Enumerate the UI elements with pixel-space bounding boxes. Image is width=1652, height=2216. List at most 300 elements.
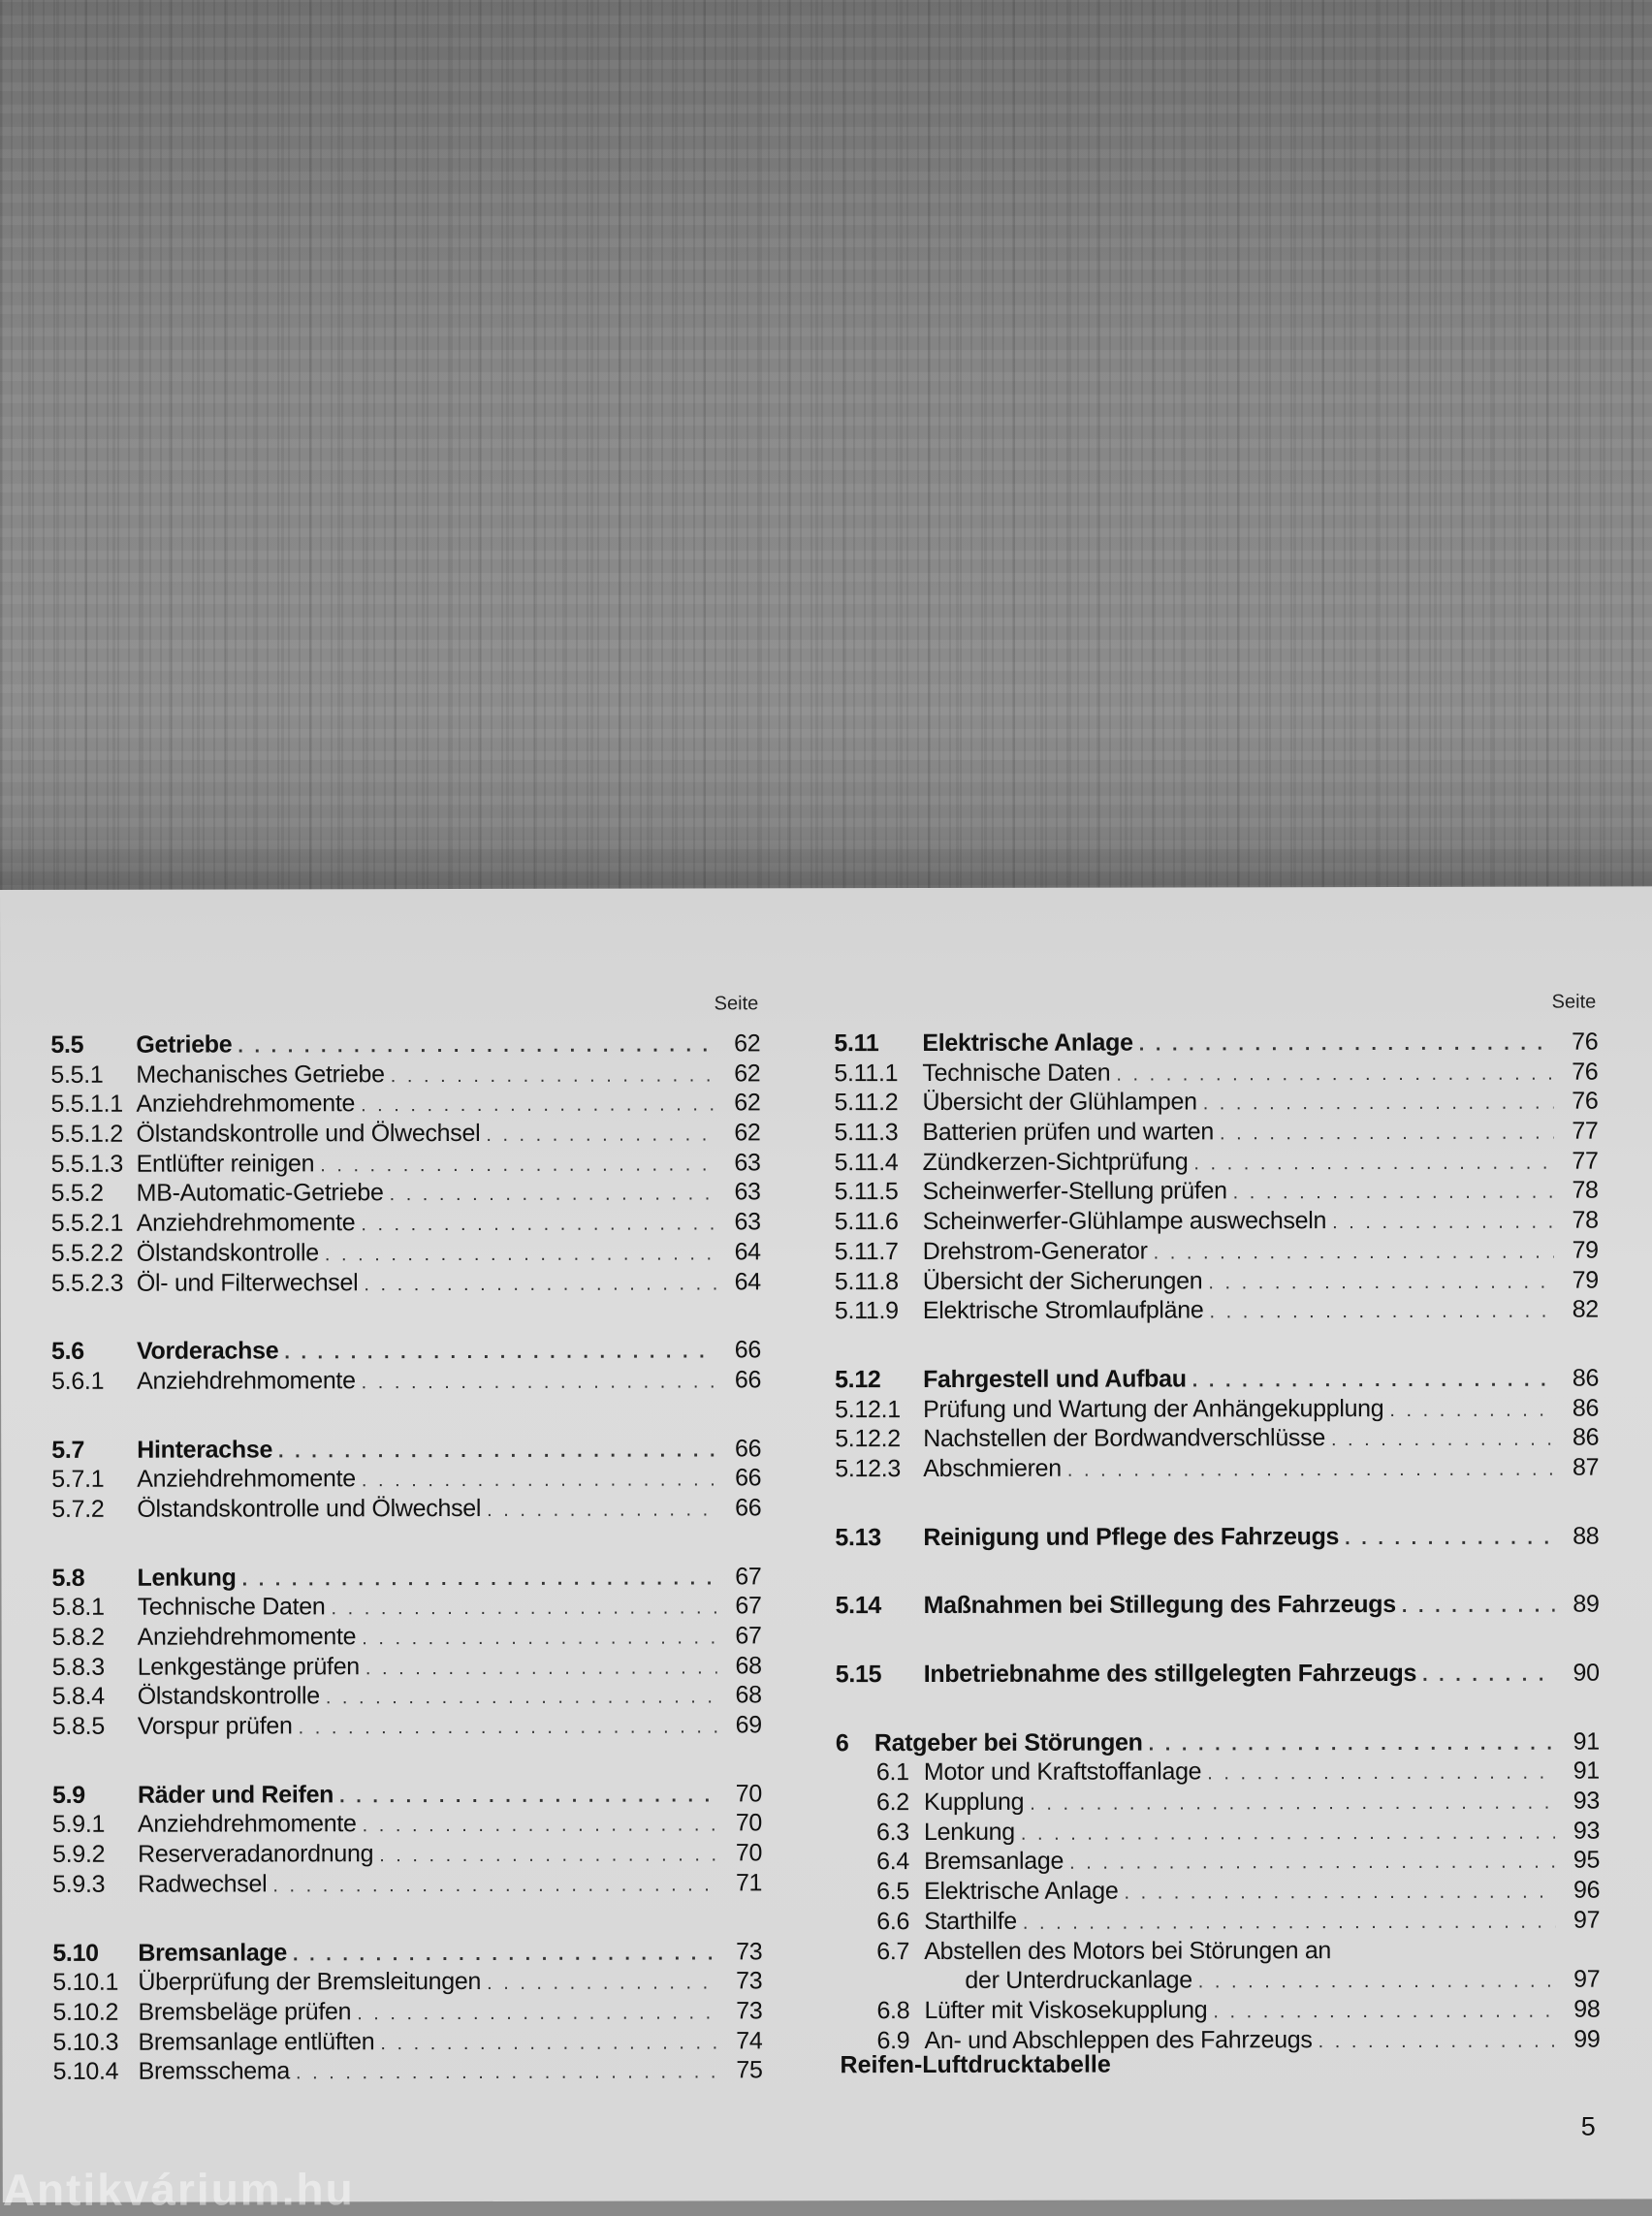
dot-leader xyxy=(299,1713,717,1744)
toc-page xyxy=(0,886,1652,2215)
toc-entry-label: Übersicht der Sicherungen xyxy=(922,1266,1203,1295)
toc-entry-page: 95 xyxy=(1573,1846,1601,1875)
toc-entry-continuation xyxy=(836,1965,1600,1996)
toc-entry-number: 5.10.4 xyxy=(52,2057,119,2086)
dot-leader xyxy=(379,1841,717,1871)
dot-leader xyxy=(278,1436,716,1467)
toc-entry xyxy=(52,1967,762,1998)
toc-entry-number: 5.14 xyxy=(835,1592,882,1620)
toc-entry-label: Technische Daten xyxy=(922,1059,1111,1087)
dot-leader xyxy=(1139,1029,1554,1061)
toc-entry-page: 62 xyxy=(734,1119,761,1147)
toc-entry-number: 5.10.3 xyxy=(52,2028,119,2056)
dot-leader xyxy=(1402,1592,1555,1622)
toc-entry-label: Bremsbeläge prüfen xyxy=(138,1998,352,2026)
toc-entry-page: 98 xyxy=(1573,1995,1601,2023)
toc-entry-page: 87 xyxy=(1573,1453,1600,1481)
toc-entry-number: 6.9 xyxy=(876,2026,910,2054)
toc-entry-page: 74 xyxy=(736,2026,763,2054)
toc-entry xyxy=(51,1178,761,1209)
toc-entry-label: Zündkerzen-Sichtprüfung xyxy=(922,1148,1189,1176)
toc-entry xyxy=(52,1592,762,1623)
section-gap xyxy=(51,1297,761,1338)
seite-label-left: Seite xyxy=(714,993,759,1015)
toc-entry-label: Überprüfung der Bremsleitungen xyxy=(138,1968,482,1996)
toc-entry-number: 5.12.1 xyxy=(835,1395,901,1423)
dot-leader xyxy=(1124,1878,1555,1909)
toc-entry-number: 5.12.3 xyxy=(835,1454,902,1483)
toc-entry-page: 62 xyxy=(734,1060,761,1088)
page-number: 5 xyxy=(1580,2111,1596,2141)
toc-entry-label: Anziehdrehmomente xyxy=(137,1367,356,1395)
toc-entry-label: Batterien prüfen und warten xyxy=(922,1118,1214,1147)
toc-section-heading xyxy=(836,1590,1600,1621)
toc-entry-page: 66 xyxy=(734,1366,762,1394)
toc-entry-page: 78 xyxy=(1572,1176,1599,1205)
toc-entry-number: 6.7 xyxy=(876,1937,910,1965)
toc-entry-label: Elektrische Anlage xyxy=(922,1029,1133,1058)
toc-entry-label: der Unterdruckanlage xyxy=(965,1966,1192,1995)
toc-entry-label: Anziehdrehmomente xyxy=(137,1810,357,1839)
dot-leader xyxy=(390,1180,716,1210)
dot-leader xyxy=(364,1269,716,1299)
toc-section-heading xyxy=(834,1028,1598,1059)
toc-entry-label: Ölstandskontrolle und Ölwechsel xyxy=(136,1120,481,1148)
toc-entry-number: 6.4 xyxy=(876,1848,909,1876)
toc-entry-number: 5.15 xyxy=(835,1661,882,1689)
toc-entry xyxy=(52,1996,762,2027)
toc-entry-number: 5.9 xyxy=(51,1781,85,1809)
toc-entry-label: Bremsanlage xyxy=(138,1938,288,1967)
toc-entry-page: 97 xyxy=(1573,1965,1601,1993)
toc-entry xyxy=(52,1621,762,1652)
toc-entry-label: Drehstrom-Generator xyxy=(922,1237,1148,1265)
toc-entry xyxy=(835,1393,1599,1424)
toc-entry-label: Elektrische Stromlaufpläne xyxy=(922,1296,1204,1325)
toc-entry xyxy=(835,1295,1599,1326)
toc-entry-number: 6.5 xyxy=(876,1878,910,1906)
dot-leader xyxy=(1149,1728,1555,1759)
toc-entry-label: Scheinwerfer-Stellung prüfen xyxy=(922,1177,1227,1206)
toc-entry-number: 6.3 xyxy=(876,1818,909,1846)
dot-leader xyxy=(1331,1425,1554,1455)
toc-entry-page: 64 xyxy=(734,1267,761,1295)
toc-section-heading xyxy=(51,1336,761,1367)
toc-entry-number: 5.8.1 xyxy=(51,1594,105,1622)
toc-entry xyxy=(835,1265,1599,1296)
toc-entry-label: Ölstandskontrolle und Ölwechsel xyxy=(137,1494,482,1523)
toc-entry-page: 90 xyxy=(1573,1659,1600,1687)
toc-entry-number: 6.8 xyxy=(876,1996,910,2024)
toc-section-heading xyxy=(51,1562,761,1593)
dot-leader xyxy=(361,1210,715,1240)
tire-pressure-table-title: Reifen-Luftdrucktabelle xyxy=(840,2050,1111,2079)
toc-entry xyxy=(51,1237,761,1268)
section-gap xyxy=(835,1482,1599,1523)
dot-leader xyxy=(293,1939,717,1970)
toc-entry-page: 66 xyxy=(734,1336,762,1364)
dot-leader xyxy=(1220,1119,1554,1149)
toc-entry-page: 75 xyxy=(736,2056,763,2084)
toc-entry-label: Anziehdrehmomente xyxy=(136,1090,356,1119)
toc-entry xyxy=(836,1876,1600,1907)
toc-entry-page: 64 xyxy=(734,1238,761,1266)
toc-entry xyxy=(52,1710,762,1741)
dot-leader xyxy=(1209,1297,1553,1327)
dot-leader xyxy=(331,1594,716,1625)
toc-entry-number: 5.5.2 xyxy=(50,1180,104,1208)
toc-entry-page: 93 xyxy=(1573,1787,1601,1815)
toc-entry-label: Starthilfe xyxy=(924,1907,1017,1935)
toc-entry xyxy=(52,1681,762,1712)
toc-entry-page: 63 xyxy=(734,1178,761,1206)
dot-leader xyxy=(391,1061,716,1091)
dot-leader xyxy=(325,1239,716,1270)
toc-entry-number: 5.11.2 xyxy=(834,1089,899,1117)
toc-entry xyxy=(52,1809,762,1840)
toc-entry-number: 6 xyxy=(835,1728,849,1757)
toc-entry xyxy=(51,1207,761,1238)
toc-entry-page: 76 xyxy=(1572,1058,1599,1086)
toc-entry-number: 5.10 xyxy=(52,1939,99,1967)
toc-entry-number: 5.9.2 xyxy=(52,1840,106,1869)
dot-leader xyxy=(1422,1661,1555,1691)
toc-entry-page: 97 xyxy=(1573,1906,1601,1934)
toc-entry xyxy=(834,1087,1598,1118)
toc-entry xyxy=(836,1787,1600,1818)
dot-leader xyxy=(357,1998,717,2028)
toc-entry-page: 93 xyxy=(1573,1817,1601,1845)
toc-entry-number: 5.8 xyxy=(51,1564,85,1592)
toc-entry xyxy=(835,1235,1599,1266)
toc-entry-label: Übersicht der Glühlampen xyxy=(922,1088,1197,1117)
toc-entry-page: 63 xyxy=(734,1149,761,1177)
dot-leader xyxy=(1154,1237,1554,1268)
toc-entry xyxy=(836,1816,1600,1847)
toc-entry-number: 5.7 xyxy=(51,1436,85,1464)
toc-entry xyxy=(835,1452,1599,1483)
toc-entry xyxy=(835,1423,1599,1454)
toc-entry-number: 5.11.4 xyxy=(834,1148,899,1176)
toc-entry-label: Inbetriebnahme des stillgelegten Fahrzeugs xyxy=(923,1659,1417,1689)
toc-entry-number: 5.12 xyxy=(835,1365,881,1394)
toc-entry xyxy=(836,1994,1600,2025)
toc-entry xyxy=(51,1365,761,1396)
toc-entry-page: 70 xyxy=(735,1839,763,1867)
toc-entry-number: 5.5.1.3 xyxy=(50,1150,123,1178)
toc-entry-page: 91 xyxy=(1573,1757,1600,1785)
section-gap xyxy=(836,1620,1600,1661)
toc-entry-label: Bremsanlage entlüften xyxy=(138,2027,375,2056)
dot-leader xyxy=(242,1564,717,1595)
toc-entry-page: 88 xyxy=(1573,1522,1600,1550)
toc-entry-label: Ölstandskontrolle xyxy=(137,1682,320,1711)
toc-entry-number: 5.8.3 xyxy=(51,1653,105,1681)
dot-leader xyxy=(363,1811,717,1841)
dot-leader xyxy=(1389,1395,1554,1425)
section-gap xyxy=(51,1523,761,1564)
toc-entry-number: 5.11.8 xyxy=(834,1267,899,1295)
toc-entry-page: 77 xyxy=(1572,1117,1599,1145)
toc-entry-label: Lenkung xyxy=(924,1818,1015,1846)
dot-leader xyxy=(1030,1789,1555,1820)
dot-leader xyxy=(1318,2026,1556,2056)
toc-entry-label: Hinterachse xyxy=(137,1435,273,1464)
dot-leader xyxy=(1067,1455,1554,1486)
toc-entry xyxy=(836,1905,1600,1936)
toc-entry-number: 5.6.1 xyxy=(51,1367,105,1395)
toc-entry-label: Lenkgestänge prüfen xyxy=(137,1652,360,1681)
toc-entry-number: 5.11.1 xyxy=(834,1059,899,1087)
toc-entry-page: 89 xyxy=(1573,1590,1600,1618)
cover-shadow xyxy=(0,834,1652,894)
toc-entry xyxy=(835,1206,1599,1237)
toc-entry-label: Maßnahmen bei Stillegung des Fahrzeugs xyxy=(923,1591,1396,1620)
toc-section-heading xyxy=(836,1726,1600,1757)
toc-entry xyxy=(835,1146,1599,1177)
dot-leader xyxy=(487,1495,716,1525)
toc-entry-number: 5.8.5 xyxy=(51,1712,105,1740)
toc-entry-number: 5.8.2 xyxy=(51,1623,105,1651)
toc-entry-label: Ratgeber bei Störungen xyxy=(874,1728,1143,1757)
toc-entry-number: 5.6 xyxy=(50,1338,84,1366)
toc-entry-page: 79 xyxy=(1572,1236,1599,1264)
toc-entry-number: 5.9.1 xyxy=(51,1811,106,1839)
toc-entry-page: 70 xyxy=(735,1780,762,1808)
toc-entry-page: 99 xyxy=(1573,2025,1601,2053)
toc-entry-number: 5.5.1.2 xyxy=(50,1120,123,1148)
toc-entry xyxy=(51,1267,761,1298)
dot-leader xyxy=(362,1623,716,1653)
toc-entry-label: Technische Daten xyxy=(137,1593,326,1622)
toc-entry-label: MB-Automatic-Getriebe xyxy=(136,1179,384,1208)
dot-leader xyxy=(362,1466,716,1496)
dot-leader xyxy=(238,1030,715,1061)
section-gap xyxy=(52,1740,762,1781)
book-cover-background xyxy=(0,0,1652,894)
toc-entry xyxy=(51,1493,761,1524)
toc-entry-number: 5.7.2 xyxy=(51,1495,105,1523)
dot-leader xyxy=(1192,1366,1554,1396)
toc-entry-label: Vorspur prüfen xyxy=(137,1712,293,1740)
toc-entry-page: 67 xyxy=(735,1592,762,1620)
toc-entry xyxy=(836,1935,1600,1966)
toc-entry xyxy=(52,1651,762,1682)
toc-entry-page: 86 xyxy=(1572,1364,1600,1392)
toc-entry-page: 62 xyxy=(734,1029,761,1058)
toc-entry-label: Mechanisches Getriebe xyxy=(136,1060,385,1089)
toc-entry-label: Anziehdrehmomente xyxy=(136,1209,356,1237)
toc-entry xyxy=(51,1148,761,1179)
toc-section-heading xyxy=(836,1659,1600,1690)
toc-entry-page: 77 xyxy=(1572,1147,1599,1175)
dot-leader xyxy=(284,1338,716,1369)
toc-entry-label: Abstellen des Motors bei Störungen an xyxy=(924,1936,1332,1965)
toc-entry xyxy=(836,1757,1600,1788)
toc-entry-number: 5.12.2 xyxy=(835,1425,901,1453)
toc-entry xyxy=(50,1089,760,1120)
dot-leader xyxy=(486,1121,715,1151)
dot-leader xyxy=(361,1091,715,1121)
toc-entry-page: 96 xyxy=(1573,1876,1601,1904)
toc-entry-label: Kupplung xyxy=(923,1788,1025,1817)
toc-entry-page: 71 xyxy=(735,1869,763,1897)
dot-leader xyxy=(362,1367,716,1397)
toc-entry-page: 68 xyxy=(735,1652,762,1680)
toc-entry-label: Ölstandskontrolle xyxy=(136,1239,319,1267)
toc-entry-page: 68 xyxy=(735,1681,762,1709)
toc-entry-page: 69 xyxy=(735,1711,762,1739)
seite-label-right: Seite xyxy=(1551,991,1597,1013)
toc-entry-label: Räder und Reifen xyxy=(137,1781,334,1809)
toc-entry-number: 5.5.2.3 xyxy=(50,1269,124,1297)
toc-entry xyxy=(52,1838,762,1869)
dot-leader xyxy=(320,1150,715,1181)
toc-entry-number: 5.5.1 xyxy=(50,1061,104,1089)
dot-leader xyxy=(1345,1523,1554,1553)
toc-section-heading xyxy=(835,1521,1599,1552)
toc-entry-page: 66 xyxy=(735,1494,762,1522)
dot-leader xyxy=(339,1781,717,1812)
dot-leader xyxy=(1021,1818,1555,1849)
toc-entry-label: Prüfung und Wartung der Anhängekupplung xyxy=(923,1394,1384,1423)
section-gap xyxy=(835,1324,1599,1365)
dot-leader xyxy=(1023,1907,1555,1938)
toc-entry-number: 5.11.3 xyxy=(834,1119,899,1147)
dot-leader xyxy=(1198,1967,1556,1997)
toc-entry xyxy=(52,2026,762,2057)
toc-entry-number: 5.8.4 xyxy=(51,1683,105,1711)
toc-entry-number: 5.11.5 xyxy=(834,1178,899,1206)
toc-entry-number: 5.5.1.1 xyxy=(50,1091,123,1119)
toc-entry xyxy=(834,1057,1598,1088)
dot-leader xyxy=(1116,1059,1553,1090)
toc-entry-number: 5.7.1 xyxy=(51,1466,105,1494)
dot-leader xyxy=(296,2058,718,2089)
toc-entry-label: Bremsanlage xyxy=(924,1848,1064,1876)
toc-entry-label: Lüfter mit Viskosekupplung xyxy=(924,1996,1208,2024)
toc-entry xyxy=(51,1464,761,1495)
toc-entry-page: 66 xyxy=(735,1464,762,1492)
toc-entry-label: Reserveradanordnung xyxy=(138,1840,374,1868)
toc-entry-label: Anziehdrehmomente xyxy=(137,1465,356,1493)
toc-entry-label: Nachstellen der Bordwandverschlüsse xyxy=(923,1424,1325,1453)
toc-entry xyxy=(50,1118,760,1149)
dot-leader xyxy=(1193,1148,1553,1178)
toc-entry-number: 5.5 xyxy=(50,1030,84,1059)
toc-entry-page: 66 xyxy=(734,1434,762,1462)
dot-leader xyxy=(1332,1208,1554,1238)
toc-left-list xyxy=(50,1029,762,2086)
toc-entry-page: 86 xyxy=(1572,1394,1600,1422)
toc-section-heading xyxy=(50,1029,760,1060)
dot-leader xyxy=(1233,1178,1554,1208)
toc-entry-number: 5.11.9 xyxy=(834,1297,899,1325)
dot-leader xyxy=(487,1969,717,1999)
toc-entry xyxy=(835,1176,1599,1207)
toc-entry-page: 67 xyxy=(735,1622,762,1650)
toc-entry xyxy=(834,1117,1598,1148)
dot-leader xyxy=(1203,1089,1554,1119)
toc-entry-number: 5.13 xyxy=(835,1523,881,1551)
dot-leader xyxy=(1207,1758,1555,1789)
toc-entry-number: 6.1 xyxy=(875,1758,909,1787)
watermark: Antikvárium.hu xyxy=(2,2164,355,2215)
toc-entry-page: 70 xyxy=(735,1809,763,1837)
toc-right-list xyxy=(834,1028,1600,2056)
toc-entry xyxy=(53,2056,763,2087)
dot-leader xyxy=(1213,1997,1555,2027)
toc-entry-number: 5.11.6 xyxy=(834,1208,899,1236)
toc-entry-page: 73 xyxy=(736,1997,763,2025)
section-gap xyxy=(51,1395,761,1436)
dot-leader xyxy=(1069,1848,1555,1879)
toc-entry-page: 76 xyxy=(1572,1087,1599,1115)
toc-entry-number: 5.9.3 xyxy=(52,1870,106,1898)
toc-entry-label: Vorderachse xyxy=(136,1337,279,1365)
toc-entry-page: 67 xyxy=(735,1562,762,1591)
toc-entry-label: Entlüfter reinigen xyxy=(136,1150,315,1178)
toc-entry-label: Reinigung und Pflege des Fahrzeugs xyxy=(923,1522,1340,1551)
toc-entry-label: Öl- und Filterwechsel xyxy=(136,1268,359,1297)
toc-entry-page: 62 xyxy=(734,1089,761,1117)
toc-entry-label: Anziehdrehmomente xyxy=(137,1623,357,1651)
toc-entry-label: Fahrgestell und Aufbau xyxy=(923,1365,1187,1393)
toc-entry-page: 82 xyxy=(1572,1295,1599,1323)
dot-leader xyxy=(380,2028,717,2058)
dot-leader xyxy=(365,1653,717,1683)
toc-entry-page: 86 xyxy=(1572,1423,1600,1451)
toc-entry-number: 5.10.1 xyxy=(52,1968,119,1997)
toc-entry-number: 6.6 xyxy=(876,1907,910,1935)
dot-leader xyxy=(326,1683,717,1714)
section-gap xyxy=(835,1551,1599,1592)
section-gap xyxy=(52,1898,762,1939)
toc-entry-label: Scheinwerfer-Glühlampe auswechseln xyxy=(922,1207,1327,1236)
toc-section-heading xyxy=(835,1363,1599,1394)
section-gap xyxy=(836,1688,1600,1728)
toc-entry-number: 6.2 xyxy=(875,1789,909,1817)
toc-entry-number: 5.5.2.2 xyxy=(50,1239,124,1267)
toc-entry-page: 63 xyxy=(734,1208,761,1236)
toc-entry-label: Radwechsel xyxy=(138,1870,268,1898)
toc-entry-label: An- und Abschleppen des Fahrzeugs xyxy=(924,2025,1313,2054)
toc-entry-label: Elektrische Anlage xyxy=(924,1877,1119,1906)
toc-section-heading xyxy=(52,1937,762,1968)
toc-entry-label: Motor und Kraftstoffanlage xyxy=(923,1757,1202,1787)
toc-entry xyxy=(52,1868,762,1899)
toc-entry-page: 78 xyxy=(1572,1206,1599,1234)
toc-entry-label: Bremsschema xyxy=(138,2057,291,2085)
toc-entry-page: 91 xyxy=(1573,1727,1600,1756)
toc-entry-number: 5.5.2.1 xyxy=(50,1209,124,1238)
toc-entry-number: 5.10.2 xyxy=(52,1998,119,2026)
dot-leader xyxy=(272,1870,717,1901)
toc-entry-page: 73 xyxy=(736,1937,763,1965)
toc-entry-number: 5.11.7 xyxy=(834,1237,899,1266)
toc-entry-page: 76 xyxy=(1572,1028,1599,1056)
toc-entry-number: 5.11 xyxy=(834,1029,879,1058)
toc-entry-label: Abschmieren xyxy=(923,1454,1062,1482)
toc-entry xyxy=(836,1846,1600,1877)
toc-section-heading xyxy=(51,1434,761,1465)
toc-entry-page: 73 xyxy=(736,1967,763,1995)
toc-entry-page: 79 xyxy=(1572,1266,1599,1294)
toc-entry-label: Getriebe xyxy=(136,1030,233,1059)
toc-entry-label: Lenkung xyxy=(137,1564,237,1592)
dot-leader xyxy=(1208,1267,1554,1297)
toc-section-heading xyxy=(52,1779,762,1810)
